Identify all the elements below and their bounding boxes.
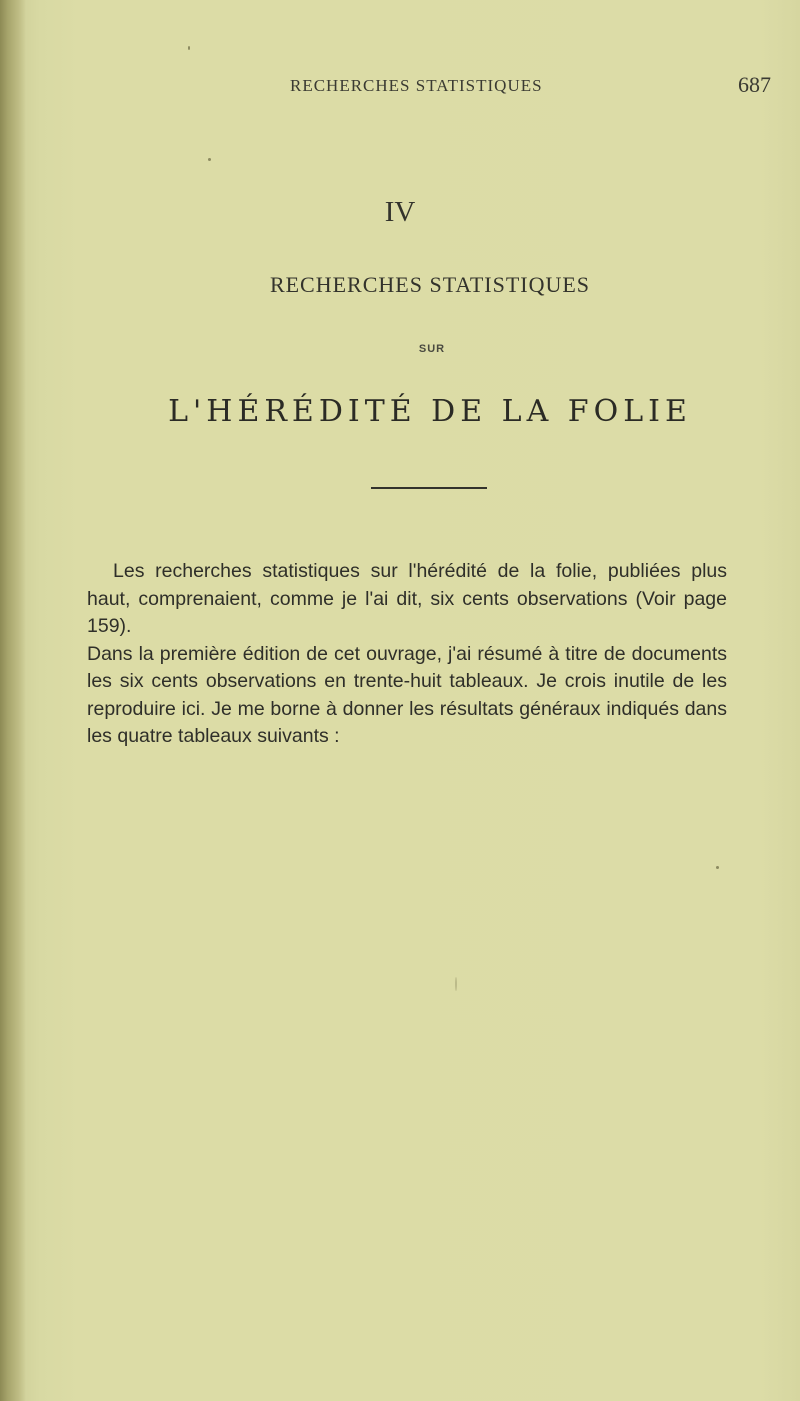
- chapter-numeral: IV: [384, 196, 416, 228]
- paper-speck: [208, 158, 211, 161]
- chapter-title-connector: SUR: [418, 343, 446, 355]
- paragraph: Dans la première édition de cet ouvrage, j'ai résumé à titre de documents les six cents observations en trente-huit tableaux. Je crois inutile de les reproduire ici. Je me borne à donner les résultats généraux indiqués dans les quatre tableaux suivants :: [87, 642, 727, 747]
- paper-speck: [716, 866, 719, 869]
- page-header: [0, 72, 800, 102]
- chapter-title-sub: L'HÉRÉDITÉ DE LA FOLIE: [168, 394, 692, 429]
- body-text: [87, 558, 727, 751]
- paragraph: Les recherches statistiques sur l'hérédité de la folie, publiées plus haut, comprenaient, comme je l'ai dit, six cents observations (Voir page 159).: [87, 560, 727, 637]
- paper-speck: [188, 46, 190, 50]
- title-divider-rule: [371, 487, 487, 489]
- running-title: RECHERCHES STATISTIQUES: [290, 76, 543, 95]
- chapter-title-main: RECHERCHES STATISTIQUES: [269, 272, 591, 297]
- page-number: 687: [738, 72, 771, 97]
- paper-speck: [455, 977, 457, 991]
